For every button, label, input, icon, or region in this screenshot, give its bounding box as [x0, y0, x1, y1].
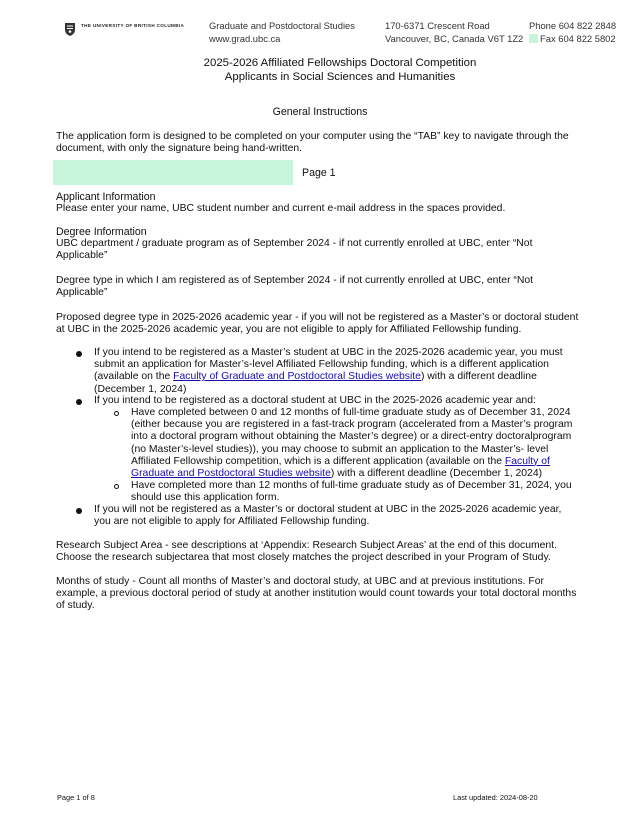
- applicant-text: Please enter your name, UBC student number and current e-mail address in the spaces provided.: [56, 203, 506, 214]
- fax-number: Fax 604 822 5802: [540, 32, 616, 44]
- fgps-website-link[interactable]: Faculty of Graduate and Postdoctoral Studies website: [173, 371, 421, 383]
- general-instructions-heading: General Instructions: [272, 106, 368, 118]
- address-line-1: 170-6371 Crescent Road: [385, 20, 490, 31]
- fgps-website-link-2[interactable]: Faculty of Graduate and Postdoctoral Studies website: [131, 455, 550, 480]
- page-number: Page 1 of 8: [57, 793, 95, 802]
- sub-bullet-icon: [114, 411, 119, 416]
- phone-number: Phone 604 822 2848: [529, 20, 617, 31]
- org-name: Graduate and Postdoctoral Studies: [209, 20, 355, 31]
- page-label: Page 1: [302, 167, 336, 179]
- fax-highlight: [529, 34, 538, 43]
- org-block: [209, 20, 355, 45]
- document-title: [0, 56, 640, 84]
- title-line-1: 2025-2026 Affiliated Fellowships Doctoral Competition: [203, 57, 477, 69]
- degree-type-text: Degree type in which I am registered as of September 2024 - if not currently enrolled at UBC, enter “Not Applicable”: [56, 275, 534, 299]
- bullet-icon: [76, 508, 82, 514]
- letterhead: [0, 20, 640, 50]
- title-line-2: Applicants in Social Sciences and Humanities: [224, 71, 456, 83]
- last-updated: Last updated: 2024-08-20: [453, 793, 538, 802]
- bullet-doctoral: If you intend to be registered as a doctoral student at UBC in the 2025-2026 academic year and:: [94, 395, 536, 406]
- contact-block: [529, 20, 616, 45]
- bullet-masters: [94, 347, 576, 396]
- university-name: THE UNIVERSITY OF BRITISH COLUMBIA: [81, 23, 185, 28]
- fax-line: [529, 33, 616, 46]
- highlight-bar: [53, 160, 293, 185]
- org-website: www.grad.ubc.ca: [209, 32, 281, 44]
- degree-heading: Degree Information: [56, 226, 147, 238]
- bullet-masters-text: If you intend to be registered as a Master’s student at UBC in the 2025-2026 academic year, you must submit an application for Master’s-level Affiliated Fellowship funding, which is a different application (available on the: [94, 347, 563, 383]
- research-area-paragraph: Research Subject Area - see descriptions at ‘Appendix: Research Subject Areas’ at the end of this document. Choose the research subjectarea that most closely matches the project described in your Program of Study.: [56, 540, 557, 564]
- months-paragraph: Months of study - Count all months of Master’s and doctoral study, at UBC and at previous institutions. For example, a previous doctoral period of study at another institution would count towards your total doctoral months of study.: [56, 576, 577, 612]
- intro-paragraph: The application form is designed to be completed on your computer using the “TAB” key to navigate through the document, with only the signature being hand-written.: [56, 131, 569, 155]
- sub-bullet-icon: [114, 484, 119, 489]
- fast-track-text: Have completed between 0 and 12 months of full-time graduate study as of December 31, 2024 (either because you are registered in a fast-track program (accelerated from a Master’s program into a doctoral program without obtaining the Master’s degree) or a direct-entry doctoralprogram (no Master’s-level studies)), you may choose to submit an application to the Master’s- level Affiliated Fellowship competition, which is a different application (available on the: [131, 407, 573, 467]
- bullet-icon: [76, 351, 82, 357]
- proposed-degree-text: Proposed degree type in 2025-2026 academic year - if you will not be registered as a Master’s or doctoral student at UBC in the 2025-2026 academic year, you are not eligible to apply for Affiliated Fellowship funding.: [56, 312, 579, 336]
- sub-bullet-fast-track: [131, 407, 581, 480]
- sub-bullet-over-12: Have completed more than 12 months of full-time graduate study as of December 31, 2024, you should use this application form.: [131, 480, 572, 504]
- address-line-2: Vancouver, BC, Canada V6T 1Z2: [385, 32, 524, 44]
- fast-track-deadline: ) with a different deadline (December 1, 2024): [330, 468, 543, 480]
- degree-dept-text: UBC department / graduate program as of September 2024 - if not currently enrolled at UBC, enter “Not Applicable”: [56, 238, 533, 262]
- applicant-heading: Applicant Information: [56, 191, 156, 203]
- bullet-icon: [76, 399, 82, 405]
- bullet-not-registered: If you will not be registered as a Master’s or doctoral student at UBC in the 2025-2026 academic year, you are not eligible to apply for Affiliated Fellowship funding.: [94, 504, 562, 528]
- ubc-crest-icon: [64, 22, 76, 37]
- bullet-masters-deadline: ) with a different deadline (December 1, 2024): [94, 371, 537, 395]
- address-block: [385, 20, 523, 45]
